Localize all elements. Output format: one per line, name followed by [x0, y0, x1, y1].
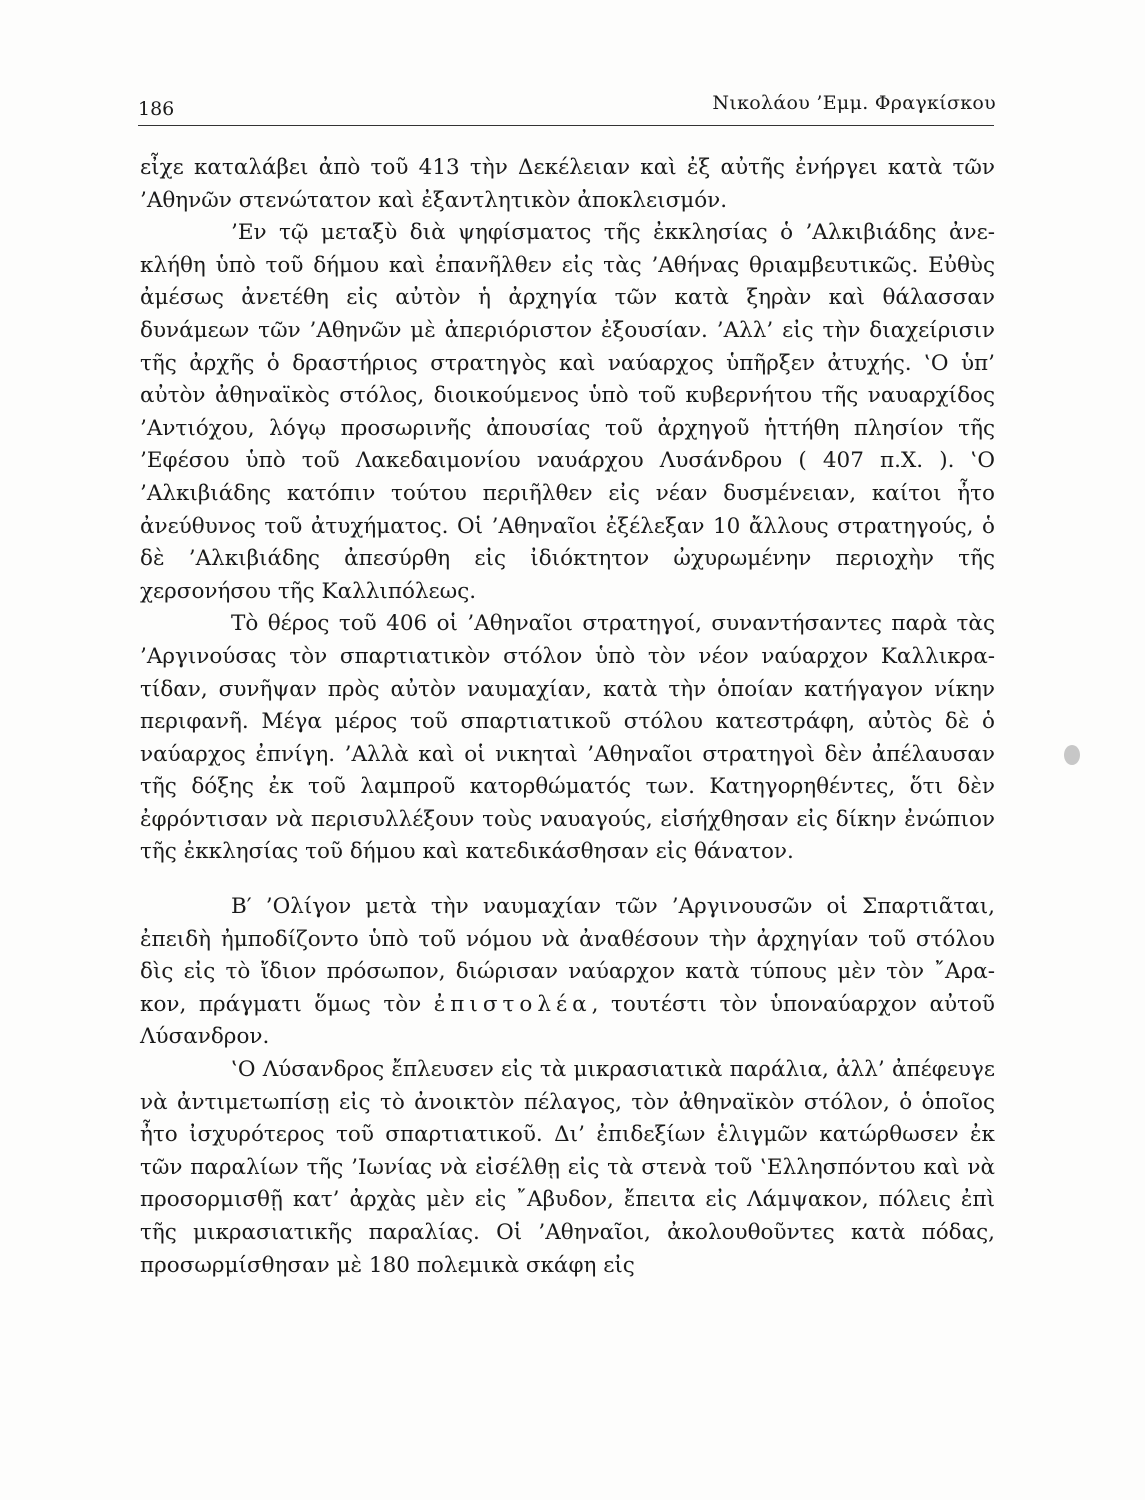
- paragraph-1: εἶχε καταλάβει ἀπὸ τοῦ 413 τὴν Δεκέλειαν καὶ ἐξ αὐτῆς ἐνήργει κατὰ τῶν ’Αθηνῶν στενώτατον καὶ ἐξαντλητικὸν ἀποκλεισμόν.: [140, 155, 995, 213]
- page-header: [138, 92, 996, 126]
- paragraph-3: Τὸ θέρος τοῦ 406 οἱ ’Αθηναῖοι στρατηγοί, συναντήσαντες παρὰ τὰς ’Αργινούσας τὸν σπαρτιατικὸν στόλον ὑπὸ τὸν νέον ναύαρχον Καλλικρατίδαν, συνῆψαν πρὸς αὐτὸν ναυμαχίαν, κατὰ τὴν ὁποίαν κατήγαγον νίκην περιφανῆ. Μέγα μέρος τοῦ σπαρτιατικοῦ στόλου κατεστράφη, αὐτὸς δὲ ὁ ναύαρχος ἐπνίγη. ’Αλλὰ καὶ οἱ νικηταὶ ’Αθηναῖοι στρατηγοὶ δὲν ἀπέλαυσαν τῆς δόξης ἐκ τοῦ λαμπροῦ κατορθώματός των. Κατηγορηθέντες, ὅτι δὲν ἐφρόντισαν νὰ περισυλλέξουν τοὺς ναυαγούς, εἰσήχθησαν εἰς δίκην ἐνώπιον τῆς ἐκκλησίας τοῦ δήμου καὶ κατεδικάσθησαν εἰς θάνατον.: [140, 611, 995, 865]
- paragraph-4-text-after: , τουτέστι τὸν ὑποναύαρχον αὐτοῦ Λύσανδρον.: [140, 991, 995, 1050]
- running-head: Νικολάου ’Εμμ. Φραγκίσκου: [712, 92, 996, 114]
- header-rule: [138, 125, 994, 126]
- paragraph-4-text-before: Β′ ’Ολίγον μετὰ τὴν ναυμαχίαν τῶν ’Αργινουσῶν οἱ Σπαρτιᾶται, ἐπειδὴ ἠμποδίζοντο ὑπὸ τοῦ νόμου νὰ ἀναθέσουν τὴν ἀρχηγίαν τοῦ στόλου δὶς εἰς τὸ ἴδιον πρόσωπον, διώρισαν ναύαρχον κατὰ τύπους μὲν τὸν ῎Αρακον, πράγματι ὅμως τὸν: [140, 894, 995, 1017]
- paragraph-5: ‛Ο Λύσανδρος ἔπλευσεν εἰς τὰ μικρασιατικὰ παράλια, ἀλλ’ ἀπέφευγε νὰ ἀντιμετωπίσῃ εἰς τὸ ἀνοικτὸν πέλαγος, τὸν ἀθηναϊκὸν στόλον, ὁ ὁποῖος ἦτο ἰσχυρότερος τοῦ σπαρτιατικοῦ. Δι’ ἐπιδεξίων ἑλιγμῶν κατώρθωσεν ἐκ τῶν παραλίων τῆς ’Ιωνίας νὰ εἰσέλθῃ εἰς τὰ στενὰ τοῦ ‛Ελλησπόντου καὶ νὰ προσορμισθῇ κατ’ ἀρχὰς μὲν εἰς ῎Αβυδον, ἔπειτα εἰς Λάμψακον, πόλεις ἐπὶ τῆς μικρασιατικῆς παραλίας. Οἱ ’Αθηναῖοι, ἀκολουθοῦντες κατὰ πόδας, προσωρμίσθησαν μὲ 180 πολεμικὰ σκάφη εἰς: [140, 1057, 995, 1278]
- page-number: 186: [138, 98, 175, 120]
- main-text: [140, 152, 995, 1282]
- ink-smudge: [1064, 745, 1080, 765]
- paragraph-2: ’Εν τῷ μεταξὺ διὰ ψηφίσματος τῆς ἐκκλησίας ὁ ’Αλκιβιάδης ἀνεκλήθη ὑπὸ τοῦ δήμου καὶ ἐπανῆλθεν εἰς τὰς ’Αθήνας θριαμβευτικῶς. Εὐθὺς ἀμέσως ἀνετέθη εἰς αὐτὸν ἡ ἀρχηγία τῶν κατὰ ξηρὰν καὶ θάλασσαν δυνάμεων τῶν ’Αθηνῶν μὲ ἀπεριόριστον ἐξουσίαν. ’Αλλ’ εἰς τὴν διαχείρισιν τῆς ἀρχῆς ὁ δραστήριος στρατηγὸς καὶ ναύαρχος ὑπῆρξεν ἀτυχής. ‛Ο ὑπ’ αὐτὸν ἀθηναϊκὸς στόλος, διοικούμενος ὑπὸ τοῦ κυβερνήτου τῆς ναυαρχίδος ’Αντιόχου, λόγῳ προσωρινῆς ἀπουσίας τοῦ ἀρχηγοῦ ἡττήθη πλησίον τῆς ’Εφέσου ὑπὸ τοῦ Λακεδαιμονίου ναυάρχου Λυσάνδρου ( 407 π.Χ. ). ‛Ο ’Αλκιβιάδης κατόπιν τούτου περιῆλθεν εἰς νέαν δυσμένειαν, καίτοι ἦτο ἀνεύθυνος τοῦ ἀτυχήματος. Οἱ ’Αθηναῖοι ἐξέλεξαν 10 ἄλλους στρατηγούς, ὁ δὲ ’Αλκιβιάδης ἀπεσύρθη εἰς ἰδιόκτητον ὠχυρωμένην περιοχὴν τῆς χερσονήσου τῆς Καλλιπόλεως.: [140, 220, 995, 604]
- spaced-term: ἐπιστολέα: [433, 991, 592, 1017]
- section-b-paragraph: [140, 891, 995, 1054]
